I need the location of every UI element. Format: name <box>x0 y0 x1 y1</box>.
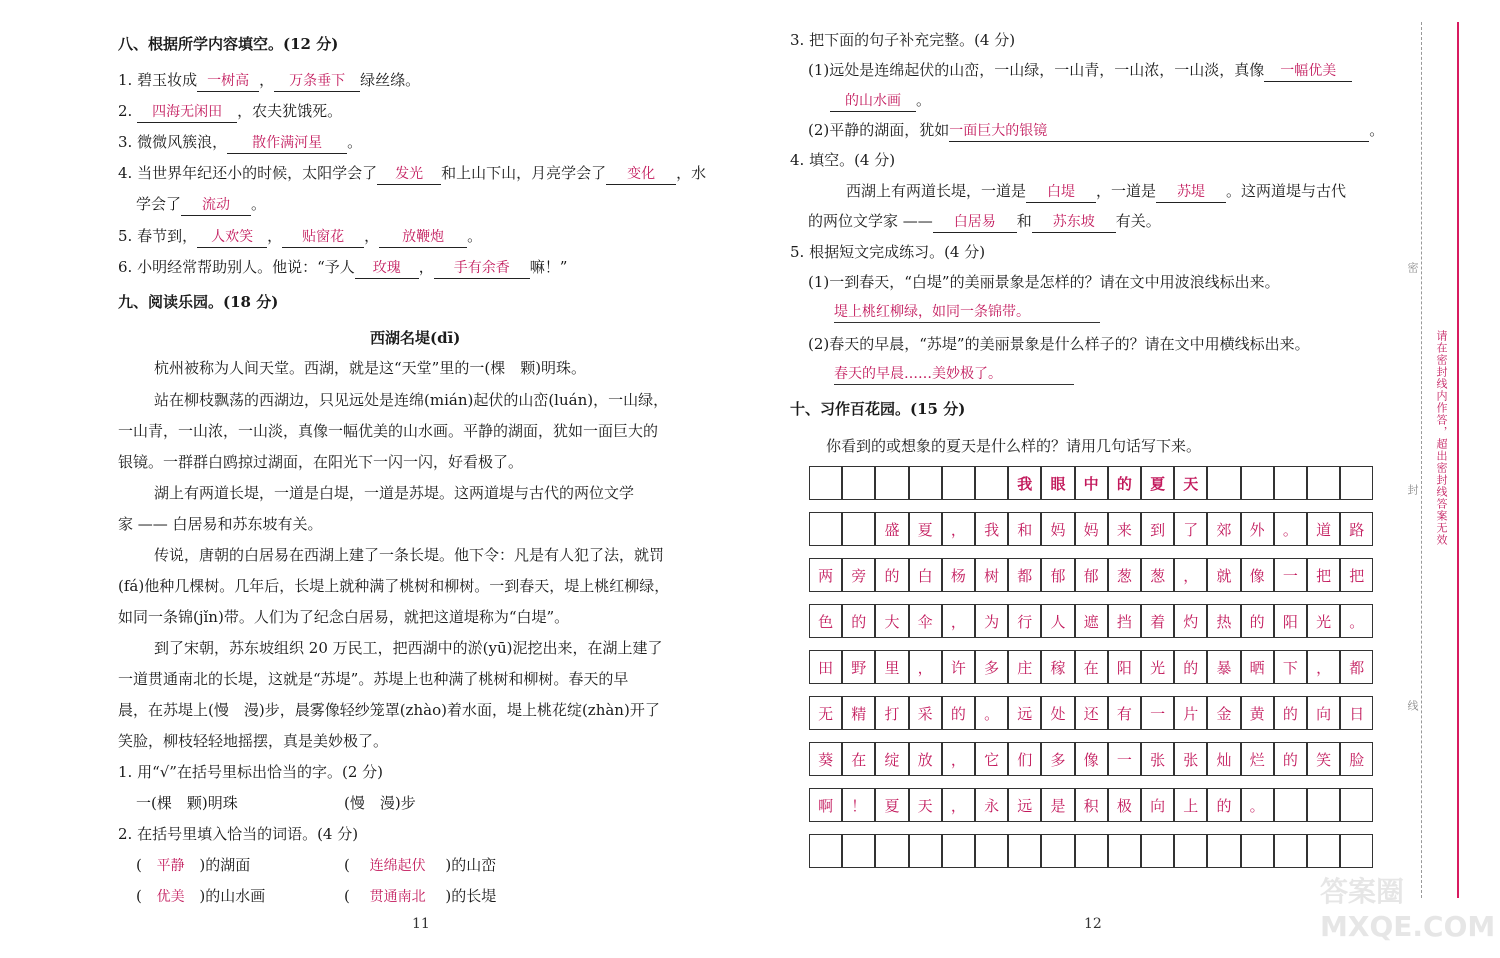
grid-cell[interactable]: ， <box>1174 558 1207 592</box>
grid-row <box>810 650 1374 684</box>
article-line: 站在柳枝飘荡的西湖边，只见远处是连绵(mián)起伏的山峦(luán)，一山绿， <box>154 391 669 409</box>
grid-cell[interactable]: 的 <box>1241 604 1274 638</box>
grid-cell[interactable]: 一 <box>1274 558 1307 592</box>
grid-cell[interactable]: 的 <box>875 558 908 592</box>
grid-cell[interactable]: 无 <box>809 696 842 730</box>
grid-cell[interactable]: 。 <box>1241 788 1274 822</box>
grid-cell[interactable] <box>909 834 942 868</box>
grid-cell[interactable]: 下 <box>1274 650 1307 684</box>
grid-cell[interactable]: 都 <box>1340 650 1373 684</box>
grid-cell[interactable]: 人 <box>1041 604 1074 638</box>
grid-cell[interactable]: 精 <box>842 696 875 730</box>
grid-cell[interactable]: 啊 <box>809 788 842 822</box>
grid-cell[interactable]: 打 <box>875 696 908 730</box>
grid-cell[interactable]: 脸 <box>1340 742 1373 776</box>
article-line: 传说，唐朝的白居易在西湖上建了一条长堤。他下令：凡是有人犯了法，就罚 <box>154 546 665 564</box>
grid-cell[interactable]: 旁 <box>842 558 875 592</box>
q5-s2: (2)春天的早晨，“苏堤”的美丽景象是什么样子的？请在文中用横线标出来。 <box>808 335 1310 353</box>
grid-cell[interactable] <box>1340 466 1373 500</box>
article-line: 银镜。一群群白鸥掠过湖面，在阳光下一闪一闪，好看极了。 <box>118 453 524 471</box>
q8-5: 5. 春节到， 人欢笑 ， 贴窗花 ， 放鞭炮 。 <box>118 226 482 248</box>
grid-row <box>810 742 1374 776</box>
grid-cell[interactable]: 的 <box>1207 788 1240 822</box>
article-title: 西湖名堤(dī) <box>370 329 461 347</box>
grid-cell[interactable]: 多 <box>1041 742 1074 776</box>
grid-cell[interactable]: 郊 <box>1207 512 1240 546</box>
q5-s2-answer[interactable]: 春天的早晨……美妙极了。 <box>834 364 1074 385</box>
grid-cell[interactable] <box>1241 834 1274 868</box>
grid-cell[interactable]: 郁 <box>1075 558 1108 592</box>
grid-cell[interactable]: 多 <box>975 650 1008 684</box>
grid-cell[interactable]: 绽 <box>875 742 908 776</box>
q3-s1-line2: 的山水画 。 <box>830 90 931 112</box>
grid-cell[interactable]: 片 <box>1174 696 1207 730</box>
grid-cell[interactable] <box>1207 834 1240 868</box>
grid-cell[interactable]: 烂 <box>1241 742 1274 776</box>
grid-cell[interactable]: 夏 <box>875 788 908 822</box>
grid-cell[interactable] <box>1108 834 1141 868</box>
grid-cell[interactable]: ， <box>942 512 975 546</box>
grid-cell[interactable]: ， <box>942 788 975 822</box>
grid-cell[interactable]: 道 <box>1307 512 1340 546</box>
grid-cell[interactable]: 外 <box>1241 512 1274 546</box>
grid-cell[interactable] <box>1274 788 1307 822</box>
grid-row <box>810 512 1374 546</box>
q9-2-title: 2. 在括号里填入恰当的词语。(4 分) <box>118 825 359 843</box>
grid-cell[interactable]: 金 <box>1207 696 1240 730</box>
grid-cell[interactable]: 。 <box>1340 604 1373 638</box>
grid-cell[interactable] <box>975 466 1008 500</box>
grid-cell[interactable]: 像 <box>1241 558 1274 592</box>
grid-cell[interactable]: 是 <box>1041 788 1074 822</box>
grid-cell[interactable]: 为 <box>975 604 1008 638</box>
grid-cell[interactable]: 向 <box>1307 696 1340 730</box>
article-line: 湖上有两道长堤，一道是白堤，一道是苏堤。这两道堤与古代的两位文学 <box>154 484 635 502</box>
grid-cell[interactable]: 把 <box>1307 558 1340 592</box>
grid-cell[interactable] <box>875 466 908 500</box>
grid-cell[interactable]: 着 <box>1141 604 1174 638</box>
q8-4-line2: 学会了 流动 。 <box>136 194 266 216</box>
grid-row <box>810 466 1374 500</box>
section-9-title: 九、阅读乐园。(18 分) <box>118 293 279 311</box>
grid-cell[interactable]: 妈 <box>1041 512 1074 546</box>
article-line: 一道贯通南北的长堤，这就是“苏堤”。苏堤上也种满了桃树和柳树。春天的早 <box>118 670 629 688</box>
grid-cell[interactable]: 挡 <box>1108 604 1141 638</box>
grid-cell[interactable] <box>809 512 842 546</box>
grid-cell[interactable] <box>1274 834 1307 868</box>
grid-cell[interactable]: 笑 <box>1307 742 1340 776</box>
grid-cell[interactable]: 一 <box>1108 742 1141 776</box>
q4-title: 4. 填空。(4 分) <box>790 151 896 169</box>
grid-cell[interactable]: 在 <box>1075 650 1108 684</box>
grid-cell[interactable]: 们 <box>1008 742 1041 776</box>
grid-cell[interactable] <box>1307 466 1340 500</box>
article-line: 家 —— 白居易和苏东坡有关。 <box>118 515 323 533</box>
grid-cell[interactable]: ！ <box>842 788 875 822</box>
grid-cell[interactable]: 向 <box>1141 788 1174 822</box>
grid-cell[interactable]: 处 <box>1041 696 1074 730</box>
grid-cell[interactable]: 放 <box>909 742 942 776</box>
grid-cell[interactable]: 暴 <box>1207 650 1240 684</box>
grid-cell[interactable]: 到 <box>1141 512 1174 546</box>
article-line: 一山青，一山浓，一山淡，真像一幅优美的山水画。平静的湖面，犹如一面巨大的 <box>118 422 659 440</box>
grid-cell[interactable]: 的 <box>1108 466 1141 500</box>
grid-cell[interactable]: 天 <box>909 788 942 822</box>
grid-cell[interactable] <box>1307 834 1340 868</box>
grid-cell[interactable]: 伞 <box>909 604 942 638</box>
grid-cell[interactable] <box>1241 466 1274 500</box>
article-line: (fá)他种几棵树。几年后，长堤上就种满了桃树和柳树。一到春天，堤上桃红柳绿， <box>118 577 670 595</box>
grid-cell[interactable]: 盛 <box>875 512 908 546</box>
grid-cell[interactable] <box>842 512 875 546</box>
grid-cell[interactable]: 行 <box>1008 604 1041 638</box>
grid-cell[interactable]: 树 <box>975 558 1008 592</box>
article-line: 晨，在苏堤上(慢 漫)步，晨雾像轻纱笼罩(zhào)着水面，堤上桃花绽(zhàn)开了 <box>118 701 660 719</box>
grid-cell[interactable]: 张 <box>1141 742 1174 776</box>
grid-cell[interactable] <box>809 834 842 868</box>
grid-cell[interactable]: 灿 <box>1207 742 1240 776</box>
grid-cell[interactable]: 永 <box>975 788 1008 822</box>
grid-cell[interactable]: 杨 <box>942 558 975 592</box>
seal-dashed-line <box>1421 22 1422 898</box>
grid-cell[interactable]: 遮 <box>1075 604 1108 638</box>
article-line: 杭州被称为人间天堂。西湖，就是这“天堂”里的一(棵 颗)明珠。 <box>154 359 587 377</box>
q9-1-title: 1. 用“√”在括号里标出恰当的字。(2 分) <box>118 763 383 781</box>
grid-cell[interactable]: 阳 <box>1274 604 1307 638</box>
grid-cell[interactable]: 就 <box>1207 558 1240 592</box>
grid-cell[interactable]: 田 <box>809 650 842 684</box>
article-line: 如同一条锦(jǐn)带。人们为了纪念白居易，就把这道堤称为“白堤”。 <box>118 608 570 626</box>
grid-cell[interactable]: 郁 <box>1041 558 1074 592</box>
grid-row <box>810 834 1374 868</box>
grid-row <box>810 558 1374 592</box>
grid-row <box>810 604 1374 638</box>
grid-cell[interactable]: 路 <box>1340 512 1373 546</box>
grid-cell[interactable]: 。 <box>1274 512 1307 546</box>
grid-cell[interactable]: 天 <box>1174 466 1207 500</box>
grid-cell[interactable]: 稼 <box>1041 650 1074 684</box>
q8-1: 1. 碧玉妆成 一树高 ， 万条垂下 绿丝绦。 <box>118 70 420 92</box>
grid-cell[interactable]: 里 <box>875 650 908 684</box>
grid-cell[interactable] <box>842 834 875 868</box>
q5-s1: (1)一到春天，“白堤”的美丽景象是怎样的？请在文中用波浪线标出来。 <box>808 273 1280 291</box>
grid-cell[interactable]: 远 <box>1008 788 1041 822</box>
grid-cell[interactable]: 上 <box>1174 788 1207 822</box>
grid-cell[interactable]: 采 <box>909 696 942 730</box>
grid-cell[interactable]: 把 <box>1340 558 1373 592</box>
grid-cell[interactable] <box>1307 788 1340 822</box>
q9-2-r2b: ( 贯通南北 )的长堤 <box>344 887 497 905</box>
writing-grid[interactable] <box>810 466 1376 882</box>
grid-cell[interactable]: 和 <box>1008 512 1041 546</box>
watermark-logo: 答案圈 MXQE.COM <box>1320 875 1496 943</box>
grid-cell[interactable]: 妈 <box>1075 512 1108 546</box>
grid-cell[interactable] <box>1174 834 1207 868</box>
grid-cell[interactable]: 许 <box>942 650 975 684</box>
q9-2-r1a: ( 平静 )的湖面 <box>136 856 251 874</box>
grid-row <box>810 788 1374 822</box>
q5-title: 5. 根据短文完成练习。(4 分) <box>790 243 986 261</box>
q8-3: 3. 微微风簇浪， 散作满河星 。 <box>118 132 362 154</box>
grid-cell[interactable]: 光 <box>1307 604 1340 638</box>
q9-2-r1b: ( 连绵起伏 )的山峦 <box>344 856 497 874</box>
grid-cell[interactable] <box>942 466 975 500</box>
grid-cell[interactable] <box>1207 466 1240 500</box>
grid-cell[interactable]: 热 <box>1207 604 1240 638</box>
q3-s2: (2)平静的湖面，犹如一面巨大的银镜 。 <box>808 120 1384 142</box>
grid-cell[interactable]: 夏 <box>1141 466 1174 500</box>
seal-mark-xian: 线 <box>1406 700 1419 712</box>
grid-cell[interactable]: 大 <box>875 604 908 638</box>
grid-cell[interactable]: 了 <box>1174 512 1207 546</box>
grid-cell[interactable] <box>1274 466 1307 500</box>
seal-line <box>1457 22 1460 898</box>
q9-2-r2a: ( 优美 )的山水画 <box>136 887 266 905</box>
q9-1-option-1[interactable]: 一(棵 颗)明珠 <box>136 794 238 812</box>
q8-4: 4. 当世界年纪还小的时候，太阳学会了 发光 和上山下山，月亮学会了 变化 ，水 <box>118 163 706 185</box>
grid-cell[interactable]: ， <box>909 650 942 684</box>
grid-cell[interactable]: 阳 <box>1108 650 1141 684</box>
grid-cell[interactable]: 眼 <box>1041 466 1074 500</box>
grid-cell[interactable] <box>1075 834 1108 868</box>
grid-cell[interactable]: 葵 <box>809 742 842 776</box>
grid-cell[interactable]: ， <box>942 604 975 638</box>
grid-cell[interactable]: 像 <box>1075 742 1108 776</box>
grid-cell[interactable]: 庄 <box>1008 650 1041 684</box>
grid-cell[interactable]: 张 <box>1174 742 1207 776</box>
grid-cell[interactable]: ， <box>942 742 975 776</box>
grid-cell[interactable]: 一 <box>1141 696 1174 730</box>
grid-cell[interactable]: 它 <box>975 742 1008 776</box>
q3-title: 3. 把下面的句子补充完整。(4 分) <box>790 31 1016 49</box>
grid-cell[interactable]: 有 <box>1108 696 1141 730</box>
grid-cell[interactable]: 晒 <box>1241 650 1274 684</box>
grid-cell[interactable] <box>1141 834 1174 868</box>
grid-cell[interactable]: 灼 <box>1174 604 1207 638</box>
q4-line2: 的两位文学家 —— 白居易 和 苏东坡 有关。 <box>808 211 1161 233</box>
seal-notice: 请在密封线内作答，超出密封线答案无效 <box>1435 330 1448 546</box>
section-8-title: 八、根据所学内容填空。(12 分) <box>118 35 339 53</box>
seal-mark-feng: 封 <box>1406 484 1419 496</box>
grid-cell[interactable]: 在 <box>842 742 875 776</box>
grid-cell[interactable]: 极 <box>1108 788 1141 822</box>
grid-cell[interactable]: 远 <box>1008 696 1041 730</box>
grid-cell[interactable]: 光 <box>1141 650 1174 684</box>
q3-s1: (1)远处是连绵起伏的山峦，一山绿，一山青，一山浓，一山淡，真像 一幅优美 <box>808 60 1352 82</box>
page-number-left: 11 <box>412 916 430 932</box>
q5-s1-answer[interactable]: 堤上桃红柳绿，如同一条锦带。 <box>834 302 1100 323</box>
grid-row <box>810 696 1374 730</box>
grid-cell[interactable] <box>1008 834 1041 868</box>
grid-cell[interactable]: 白 <box>909 558 942 592</box>
grid-cell[interactable]: 的 <box>1274 742 1307 776</box>
q8-6: 6. 小明经常帮助别人。他说：“予人 玫瑰 ， 手有余香 嘛！” <box>118 257 567 279</box>
grid-cell[interactable]: 的 <box>842 604 875 638</box>
grid-cell[interactable]: 黄 <box>1241 696 1274 730</box>
writing-prompt: 你看到的或想象的夏天是什么样的？请用几句话写下来。 <box>826 437 1202 455</box>
q4-line1: 西湖上有两道长堤，一道是 白堤 ，一道是 苏堤 。这两道堤与古代 <box>846 181 1346 203</box>
q8-2: 2. 四海无闲田 ，农夫犹饿死。 <box>118 101 342 123</box>
grid-cell[interactable]: 的 <box>942 696 975 730</box>
grid-cell[interactable] <box>842 466 875 500</box>
grid-cell[interactable]: 的 <box>1274 696 1307 730</box>
grid-cell[interactable]: 野 <box>842 650 875 684</box>
page-number-right: 12 <box>1084 916 1102 932</box>
grid-cell[interactable] <box>1340 788 1373 822</box>
grid-cell[interactable] <box>942 834 975 868</box>
seal-mark-mi: 密 <box>1406 262 1419 274</box>
grid-cell[interactable]: 中 <box>1075 466 1108 500</box>
grid-cell[interactable]: 色 <box>809 604 842 638</box>
article-line: 笑脸，柳枝轻轻地摇摆，真是美妙极了。 <box>118 732 389 750</box>
grid-cell[interactable] <box>1340 834 1373 868</box>
grid-cell[interactable]: 我 <box>975 512 1008 546</box>
grid-cell[interactable]: 葱 <box>1108 558 1141 592</box>
grid-cell[interactable]: 夏 <box>909 512 942 546</box>
grid-cell[interactable] <box>809 466 842 500</box>
grid-cell[interactable]: 还 <box>1075 696 1108 730</box>
grid-cell[interactable]: 日 <box>1340 696 1373 730</box>
grid-cell[interactable]: 积 <box>1075 788 1108 822</box>
grid-cell[interactable]: 来 <box>1108 512 1141 546</box>
grid-cell[interactable]: 葱 <box>1141 558 1174 592</box>
grid-cell[interactable]: 。 <box>975 696 1008 730</box>
grid-cell[interactable] <box>875 834 908 868</box>
grid-cell[interactable] <box>909 466 942 500</box>
q9-1-option-2[interactable]: (慢 漫)步 <box>344 794 416 812</box>
grid-cell[interactable]: 的 <box>1174 650 1207 684</box>
grid-cell[interactable]: ， <box>1307 650 1340 684</box>
section-10-title: 十、习作百花园。(15 分) <box>790 400 966 418</box>
grid-cell[interactable] <box>1041 834 1074 868</box>
grid-cell[interactable]: 两 <box>809 558 842 592</box>
grid-cell[interactable]: 我 <box>1008 466 1041 500</box>
grid-cell[interactable]: 都 <box>1008 558 1041 592</box>
grid-cell[interactable] <box>975 834 1008 868</box>
article-line: 到了宋朝，苏东坡组织 20 万民工，把西湖中的淤(yū)泥挖出来，在湖上建了 <box>154 639 663 657</box>
